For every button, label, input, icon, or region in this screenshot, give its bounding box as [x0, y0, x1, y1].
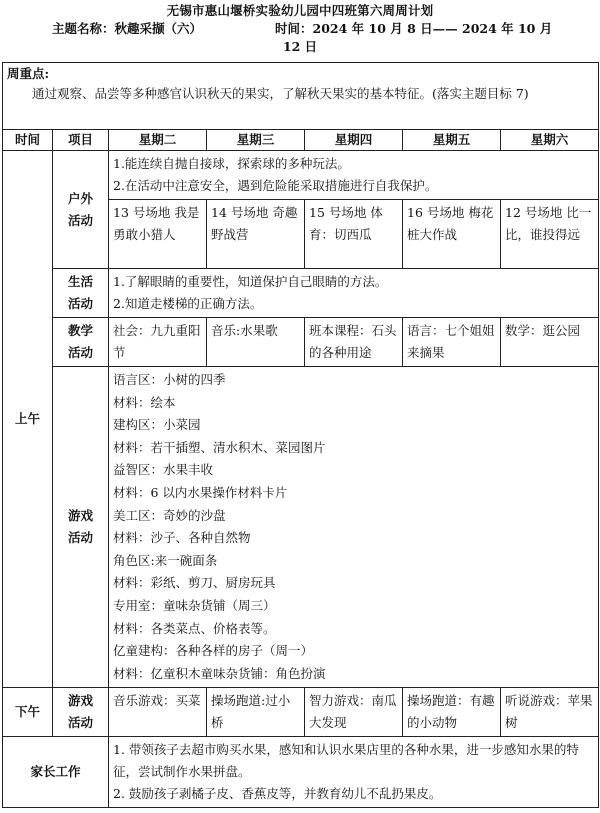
afternoon-label: 下午	[3, 688, 53, 737]
afternoon-friday: 操场跑道：有趣的小动物	[403, 688, 501, 737]
header-row	[3, 130, 599, 151]
game-line: 材料：沙子、各种自然物	[113, 530, 251, 546]
outdoor-goal-2: 2.在活动中注意安全，遇到危险能采取措施进行自我保护。	[113, 178, 438, 193]
outdoor-site-saturday: 12 号场地 比一比，谁投得远	[501, 200, 599, 269]
teaching-saturday: 数学：逛公园	[501, 318, 599, 367]
page-header	[0, 0, 600, 56]
col-header-tuesday: 星期二	[109, 130, 207, 151]
morning-game-row	[3, 367, 599, 688]
outdoor-site-wednesday: 14 号场地 奇趣野战营	[207, 200, 305, 269]
game-line: 美工区：奇妙的沙盘	[113, 507, 226, 523]
col-header-thursday: 星期四	[305, 130, 403, 151]
outdoor-site-thursday: 15 号场地 体育：切西瓜	[305, 200, 403, 269]
outdoor-label: 户外 活动	[53, 151, 109, 269]
afternoon-thursday: 智力游戏：南瓜大发现	[305, 688, 403, 737]
afternoon-tuesday: 音乐游戏：买菜	[109, 688, 207, 737]
afternoon-saturday: 听说游戏：苹果树	[501, 688, 599, 737]
life-content	[109, 269, 599, 318]
teaching-tuesday: 社会：九九重阳节	[109, 318, 207, 367]
outdoor-site-friday: 16 号场地 梅花桩大作战	[403, 200, 501, 269]
life-label: 生活 活动	[53, 269, 109, 318]
theme-name: 主题名称：秋趣采撷（六）	[52, 21, 203, 36]
parents-line-2: 2. 鼓励孩子剥橘子皮、香蕉皮等，并教育幼儿不乱扔果皮。	[113, 786, 442, 802]
teaching-label: 教学 活动	[53, 318, 109, 367]
weekly-plan-table	[2, 62, 599, 808]
game-line: 材料：彩纸、剪刀、厨房玩具	[113, 575, 276, 591]
col-header-wednesday: 星期三	[207, 130, 305, 151]
parents-line-1: 1. 带领孩子去超市购买水果，感知和认识水果店里的各种水果，进一步感知水果的特征，尝试制作水果拼盘。	[113, 742, 579, 780]
outdoor-goals	[109, 151, 599, 200]
game-line: 角色区:来一碗面条	[113, 552, 218, 568]
teaching-friday: 语言：七个姐姐来摘果	[403, 318, 501, 367]
parents-row	[3, 737, 599, 808]
game-line: 益智区：水果丰收	[113, 462, 214, 478]
morning-game-label: 游戏 活动	[53, 367, 109, 688]
page-title: 无锡市惠山堰桥实验幼儿园中四班第六周周计划	[166, 3, 434, 18]
game-line: 语言区：小树的四季	[113, 372, 226, 387]
game-line: 材料：各类菜点、价格表等。	[113, 620, 276, 636]
focus-row	[3, 63, 599, 130]
morning-label: 上午	[3, 151, 53, 688]
outdoor-goal-1: 1.能连续自抛自接球，探索球的多种玩法。	[113, 156, 350, 171]
col-header-friday: 星期五	[403, 130, 501, 151]
teaching-wednesday: 音乐:水果歌	[207, 318, 305, 367]
life-row	[3, 269, 599, 318]
game-line: 材料：6 以内水果操作材料卡片	[113, 484, 288, 500]
game-line: 建构区：小菜园	[113, 417, 201, 433]
game-line: 专用室：童味杂货铺（周三）	[113, 597, 276, 613]
game-line: 材料：若干插塑、清水积木、菜园图片	[113, 439, 326, 455]
date-range: 时间：2024 年 10 月 8 日—— 2024 年 10 月	[275, 21, 553, 36]
focus-label: 周重点:	[7, 66, 50, 81]
focus-text: 通过观察、品尝等多种感官认识秋天的果实，了解秋天果实的基本特征。(落实主题目标 7)	[32, 86, 529, 101]
col-header-saturday: 星期六	[501, 130, 599, 151]
game-line: 亿童建构：各种各样的房子（周一）	[113, 643, 314, 659]
teaching-thursday: 班本课程：石头的各种用途	[305, 318, 403, 367]
parents-label: 家长工作	[3, 737, 109, 808]
outdoor-site-tuesday: 13 号场地 我是勇敢小猎人	[109, 200, 207, 269]
life-line-1: 1.了解眼睛的重要性，知道保护自己眼睛的方法。	[113, 274, 388, 289]
game-line: 材料：亿童积木童味杂货铺：角色扮演	[113, 665, 326, 681]
col-header-item: 项目	[53, 130, 109, 151]
date-range-end: 12 日	[282, 39, 318, 54]
meta-row	[0, 20, 600, 38]
life-line-2: 2.知道走楼梯的正确方法。	[113, 296, 263, 311]
morning-game-content	[109, 367, 599, 688]
teaching-row	[3, 318, 599, 367]
focus-cell	[3, 63, 599, 130]
afternoon-game-label: 游戏 活动	[53, 688, 109, 737]
game-line: 材料：绘本	[113, 394, 176, 410]
afternoon-row	[3, 688, 599, 737]
parents-content	[109, 737, 599, 808]
outdoor-goals-row	[3, 151, 599, 200]
afternoon-wednesday: 操场跑道:过小桥	[207, 688, 305, 737]
col-header-time: 时间	[3, 130, 53, 151]
